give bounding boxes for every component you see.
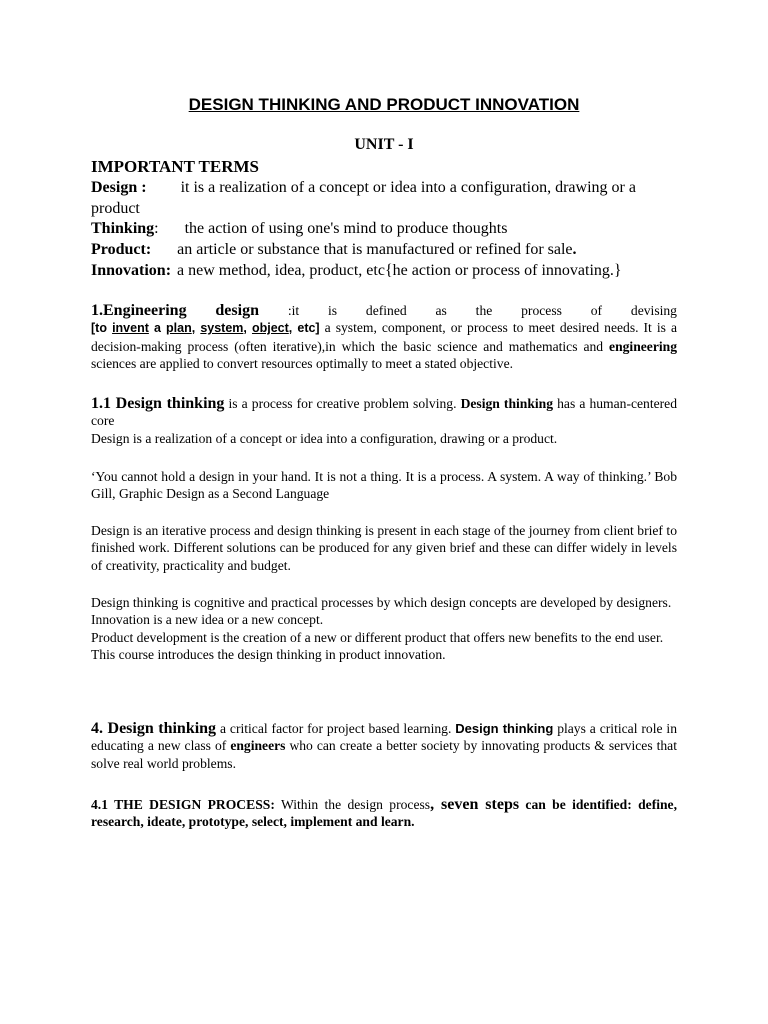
quote-paragraph: ‘You cannot hold a design in your hand. It is not a thing. It is a process. A system. A way of thinking.’ Bob Gill, Graphic Design as a Second Language xyxy=(91,469,677,502)
term-label: Thinking xyxy=(91,220,155,238)
link-plan[interactable]: plan xyxy=(166,321,192,336)
term-definition: it is a realization of a concept or idea into a configuration, drawing or a product xyxy=(91,178,636,217)
section-heading: 1.Engineering xyxy=(91,302,187,319)
section-design-thinking: 1.1 Design thinking is a process for creative problem solving. Design thinking has a human-centered core Design is a realization of a concept or idea into a configuration, drawing or a product. xyxy=(91,395,678,446)
section-design-thinking-4: 4. Design thinking a critical factor for project based learning. Design thinking plays a critical role in educating a new class of engineers who can create a better society by innovating products & services that solve real world problems. xyxy=(91,720,677,771)
link-object[interactable]: object xyxy=(251,321,289,336)
document-title: DESIGN THINKING AND PRODUCT INNOVATION xyxy=(188,95,580,114)
section-heading: 1.1 Design thinking xyxy=(91,395,225,412)
link-system[interactable]: system xyxy=(200,321,244,336)
term-product: Product: an article or substance that is manufactured or refined for sale. xyxy=(91,241,577,259)
term-label: Innovation: xyxy=(91,261,172,279)
link-invent[interactable]: invent xyxy=(112,321,149,336)
term-definition: a new method, idea, product, etc{he action or process of innovating.} xyxy=(177,261,622,279)
section-heading: 4. Design thinking xyxy=(91,720,217,737)
section-engineering-design: 1.Engineering design :it is defined as the process of devising [to invent a plan, system, object, etc] a system, component, or process to meet desired needs. It is a decision-making process (often iterative),in which the basic science and mathematics and engineering sciences are applied to convert resources optimally to meet a stated objective. xyxy=(91,302,677,372)
term-label: Design : xyxy=(91,178,147,196)
unit-heading: UNIT - I xyxy=(354,136,414,153)
term-design xyxy=(91,178,681,220)
section-heading: 4.1 THE DESIGN PROCESS: xyxy=(91,797,275,812)
important-terms-heading: IMPORTANT TERMS xyxy=(91,157,260,176)
term-definition: the action of using one's mind to produce thoughts xyxy=(184,220,508,238)
term-definition: an article or substance that is manufactured or refined for sale xyxy=(177,241,573,259)
term-label: Product: xyxy=(91,241,152,259)
paragraph-iterative: Design is an iterative process and design thinking is present in each stage of the journey from client brief to finished work. Different solutions can be produced for any given brief and these can differ widely in levels of creativity, practicality and budget. xyxy=(91,523,677,573)
section-design-process: 4.1 THE DESIGN PROCESS: Within the design process, seven steps can be identified: define, research, ideate, prototype, select, implement and learn. xyxy=(91,796,677,830)
important-terms-section xyxy=(91,157,681,282)
paragraph-definitions: Design thinking is cognitive and practical processes by which design concepts are developed by designers. Innovation is a new idea or a new concept. Product development is the creation of a new or different product that offers new benefits to the end user. This course introduces the design thinking in product innovation. xyxy=(91,595,672,663)
term-thinking: Thinking: the action of using one's mind to produce thoughts xyxy=(91,220,508,238)
term-innovation xyxy=(91,261,681,282)
